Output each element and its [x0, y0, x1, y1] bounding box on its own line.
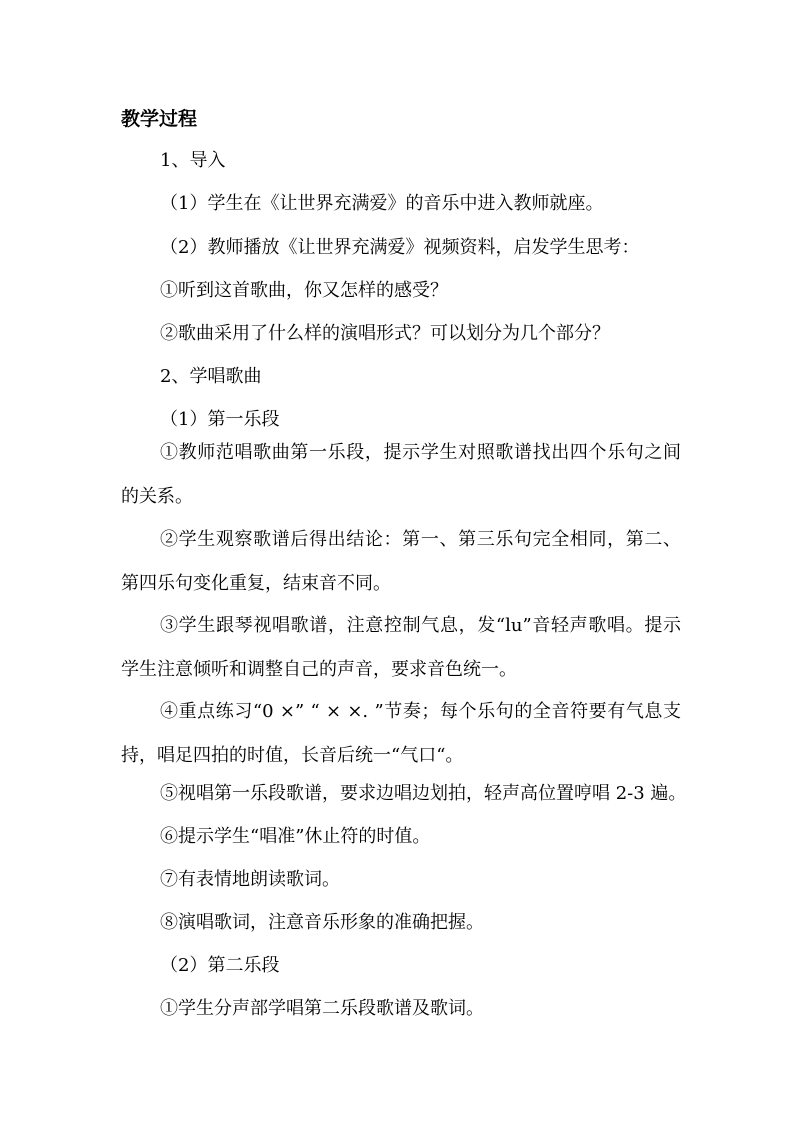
- second-section-step-1: ①学生分声部学唱第二乐段歌谱及歌词。: [160, 998, 484, 1019]
- part-heading-second-section: （2）第二乐段: [160, 955, 280, 976]
- first-section-step-8: ⑧演唱歌词，注意音乐形象的准确把握。: [160, 912, 484, 933]
- first-section-step-3: ③学生跟琴视唱歌谱，注意控制气息，发“lu”音轻声歌唱。提示学生注意倾听和调整自己的声音，要求音色统一。: [121, 615, 681, 680]
- intro-question-2: ②歌曲采用了什么样的演唱形式？可以划分为几个部分？: [160, 323, 610, 344]
- first-section-step-2: ②学生观察歌谱后得出结论：第一、第三乐句完全相同，第二、第四乐句变化重复，结束音不同。: [121, 529, 681, 594]
- page-title: 教学过程: [121, 108, 198, 130]
- part-heading-first-section: （1）第一乐段: [160, 409, 280, 430]
- first-section-step-5: ⑤视唱第一乐段歌谱，要求边唱边划拍，轻声高位置哼唱 2-3 遍。: [160, 783, 687, 804]
- first-section-step-7: ⑦有表情地朗读歌词。: [160, 869, 340, 890]
- intro-question-1: ①听到这首歌曲，你又怎样的感受？: [160, 280, 448, 301]
- intro-item-2: （2）教师播放《让世界充满爱》视频资料，启发学生思考：: [160, 237, 640, 258]
- section-heading-learn-song: 2、学唱歌曲: [160, 366, 262, 387]
- first-section-step-6: ⑥提示学生“唱准”休止符的时值。: [160, 826, 431, 847]
- first-section-step-4: ④重点练习“0 ×” “ × ×. ”节奏；每个乐句的全音符要有气息支持，唱足四拍的时值，长音后统一“气口“。: [121, 701, 681, 766]
- section-heading-intro: 1、导入: [160, 150, 226, 171]
- first-section-step-1: ①教师范唱歌曲第一乐段，提示学生对照歌谱找出四个乐句之间的关系。: [121, 442, 681, 507]
- intro-item-1: （1）学生在《让世界充满爱》的音乐中进入教师就座。: [160, 193, 604, 214]
